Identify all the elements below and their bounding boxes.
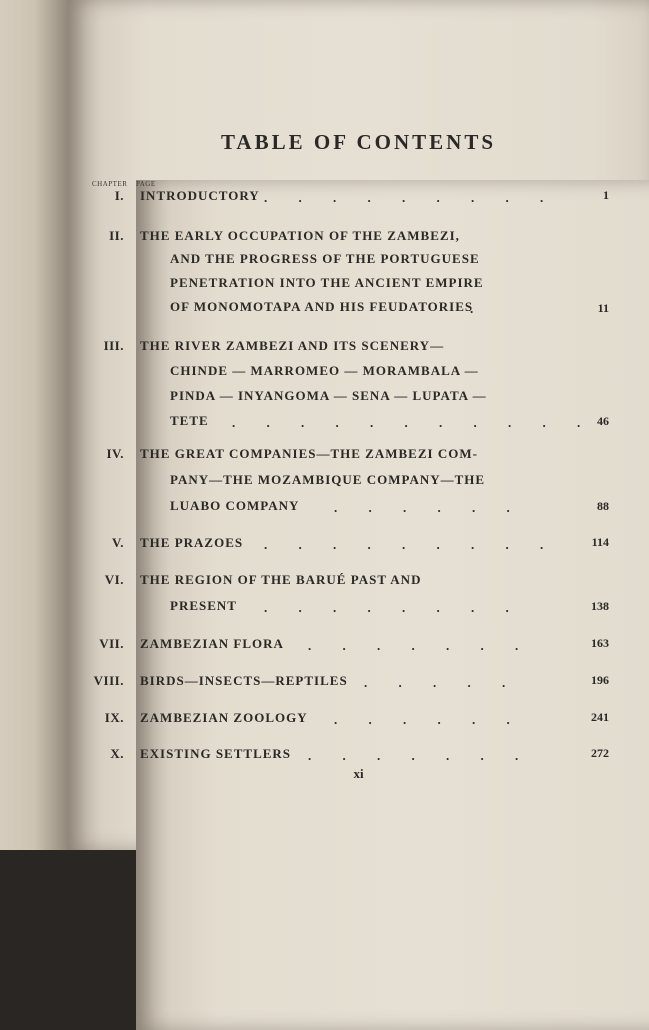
leader-dots: . . . . . . . xyxy=(308,748,533,763)
page-number: 272 xyxy=(591,746,609,760)
chapter-title-line: PANY—THE MOZAMBIQUE COMPANY—THE xyxy=(170,472,486,487)
leader-dots: . . . . . . . . . xyxy=(264,537,558,552)
page-number: 241 xyxy=(591,710,609,724)
chapter-title-line: PRESENT xyxy=(170,598,237,613)
chapter-title-line: LUABO COMPANY xyxy=(170,498,300,513)
chapter-number: I. xyxy=(114,188,124,203)
chapter-title-line: THE REGION OF THE BARUÉ PAST AND xyxy=(140,572,422,587)
chapter-title-line: BIRDS—INSECTS—REPTILES xyxy=(140,673,348,688)
chapter-number: II. xyxy=(109,228,124,243)
book-page xyxy=(68,0,649,850)
chapter-number: VI. xyxy=(104,572,124,587)
chapter-number: IV. xyxy=(106,446,124,461)
chapter-title-line: CHINDE — MARROMEO — MORAMBALA — xyxy=(170,363,479,378)
chapter-title-line: TETE xyxy=(170,413,209,428)
leader-dots: . . . . . . . . . xyxy=(264,190,558,205)
page-folio: xi xyxy=(353,766,364,781)
page-title: TABLE OF CONTENTS xyxy=(220,130,497,154)
chapter-number: III. xyxy=(103,338,124,353)
leader-dots: . . . . . . . xyxy=(308,638,533,653)
page-number: 88 xyxy=(597,499,609,513)
chapter-title-line: ZAMBEZIAN ZOOLOGY xyxy=(140,710,308,725)
page-column-header: PAGE xyxy=(136,180,649,1030)
page-number: 138 xyxy=(591,599,609,613)
page-number: 163 xyxy=(591,636,609,650)
leader-dots: . . . . . . . . xyxy=(264,600,523,615)
chapter-title-line: ZAMBEZIAN FLORA xyxy=(140,636,284,651)
page-number: 114 xyxy=(591,535,609,549)
chapter-number: VII. xyxy=(99,636,124,651)
chapter-title-line: THE PRAZOES xyxy=(140,535,244,550)
leader-dots: . . . . . . . . . . . xyxy=(232,415,595,430)
chapter-title-line: PINDA — INYANGOMA — SENA — LUPATA — xyxy=(170,388,487,403)
chapter-number: VIII. xyxy=(93,673,124,688)
leader-dots: . . . . . xyxy=(364,675,520,690)
chapter-title-line: OF MONOMOTAPA AND HIS FEUDATORIES xyxy=(170,299,474,314)
chapter-title-line: THE RIVER ZAMBEZI AND ITS SCENERY— xyxy=(140,338,445,353)
chapter-title-line: INTRODUCTORY xyxy=(140,188,260,203)
page-number: 196 xyxy=(591,673,609,687)
chapter-title-line: AND THE PROGRESS OF THE PORTUGUESE xyxy=(170,251,480,266)
leader-dots: . . . . . . xyxy=(334,500,524,515)
chapter-number: V. xyxy=(112,535,124,550)
chapter-title-line: PENETRATION INTO THE ANCIENT EMPIRE xyxy=(170,275,484,290)
leader-dots: . . . . . . xyxy=(334,712,524,727)
chapter-title-line: THE EARLY OCCUPATION OF THE ZAMBEZI, xyxy=(140,228,460,243)
chapter-title-line: EXISTING SETTLERS xyxy=(140,746,292,761)
chapter-number: IX. xyxy=(104,710,124,725)
page-number: 11 xyxy=(597,301,609,315)
chapter-number: X. xyxy=(110,746,124,761)
leader-dots: . xyxy=(470,301,488,316)
page-number: 1 xyxy=(603,188,609,202)
chapter-column-header: CHAPTER xyxy=(92,180,128,188)
page-number: 46 xyxy=(597,414,609,428)
chapter-title-line: THE GREAT COMPANIES—THE ZAMBEZI COM- xyxy=(140,446,478,461)
